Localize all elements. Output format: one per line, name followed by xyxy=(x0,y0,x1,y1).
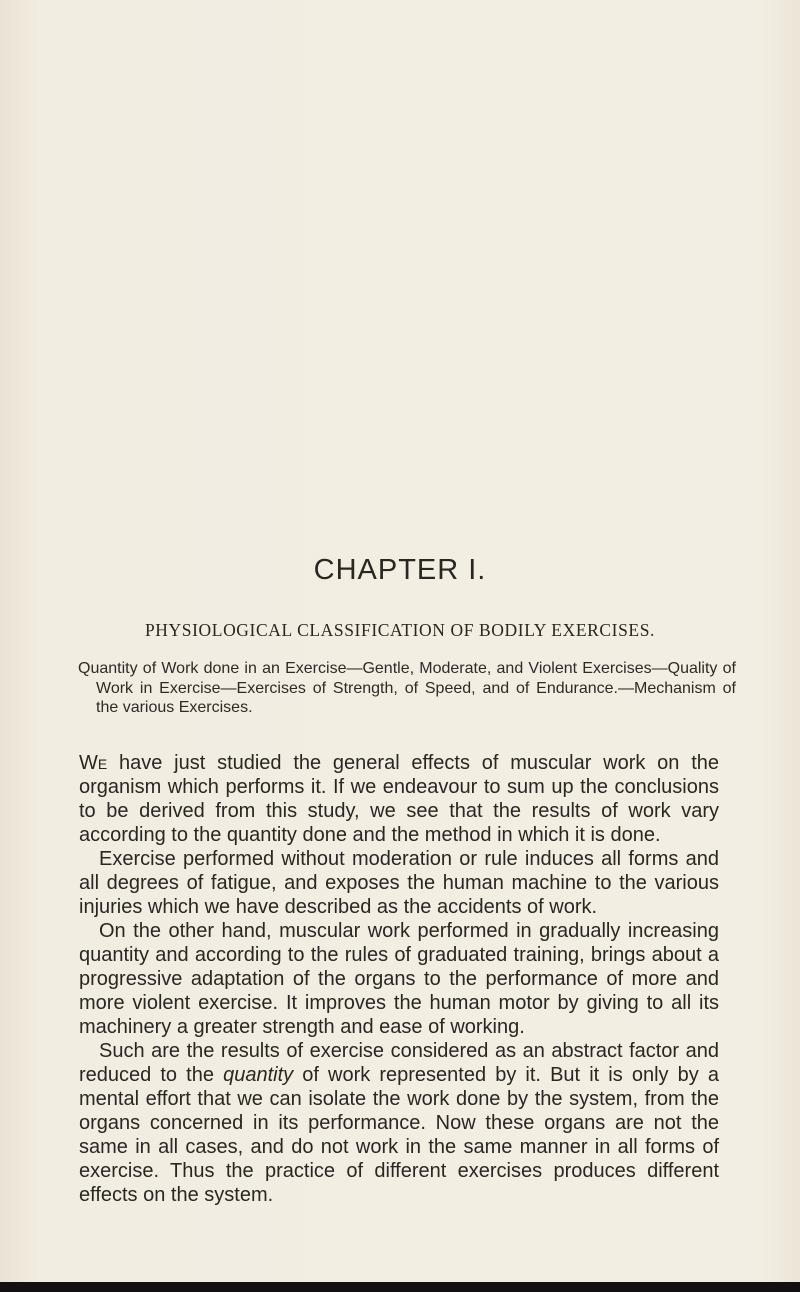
paragraph-4-emphasis: quantity xyxy=(223,1064,294,1086)
paragraph-4-text-b: of work represented by it. But it is only by a mental effort that we can isolate the work done by the system, from the organs concerned in its performance. Now these organs are not the same in all cases, and do not work in the same manner in all forms of exercise. Thus the practice of different exercises produces different effects on the system. xyxy=(79,1064,719,1206)
page-bottom-edge xyxy=(0,1282,800,1292)
chapter-body xyxy=(79,751,719,1207)
paragraph-1 xyxy=(79,751,719,847)
paragraph-4 xyxy=(79,1039,719,1207)
chapter-subtitle: PHYSIOLOGICAL CLASSIFICATION OF BODILY EXERCISES. xyxy=(144,620,656,640)
paragraph-1-lead: We xyxy=(79,752,108,774)
paragraph-2: Exercise performed without moderation or rule induces all forms and all degrees of fatigue, and exposes the human machine to the various injuries which we have described as the accidents of work. xyxy=(79,848,719,918)
paragraph-4-text-a: Such are the results of exercise considered as an abstract factor and reduced to the xyxy=(79,1040,719,1086)
paragraph-1-text: have just studied the general effects of muscular work on the organism which performs it. If we endeavour to sum up the conclusions to be derived from this study, we see that the results of work vary according to the quantity done and the method in which it is done. xyxy=(79,752,719,846)
chapter-synopsis: Quantity of Work done in an Exercise—Gentle, Moderate, and Violent Exercises—Quality of Work in Exercise—Exercises of Strength, of Speed, and of Endurance.—Mechanism of the various Exercises. xyxy=(78,660,736,716)
chapter-title: CHAPTER I. xyxy=(313,554,487,586)
paragraph-3: On the other hand, muscular work performed in gradually increasing quantity and according to the rules of graduated training, brings about a progressive adaptation of the organs to the performance of more and more violent exercise. It improves the human motor by giving to all its machinery a greater strength and ease of working. xyxy=(79,920,719,1038)
